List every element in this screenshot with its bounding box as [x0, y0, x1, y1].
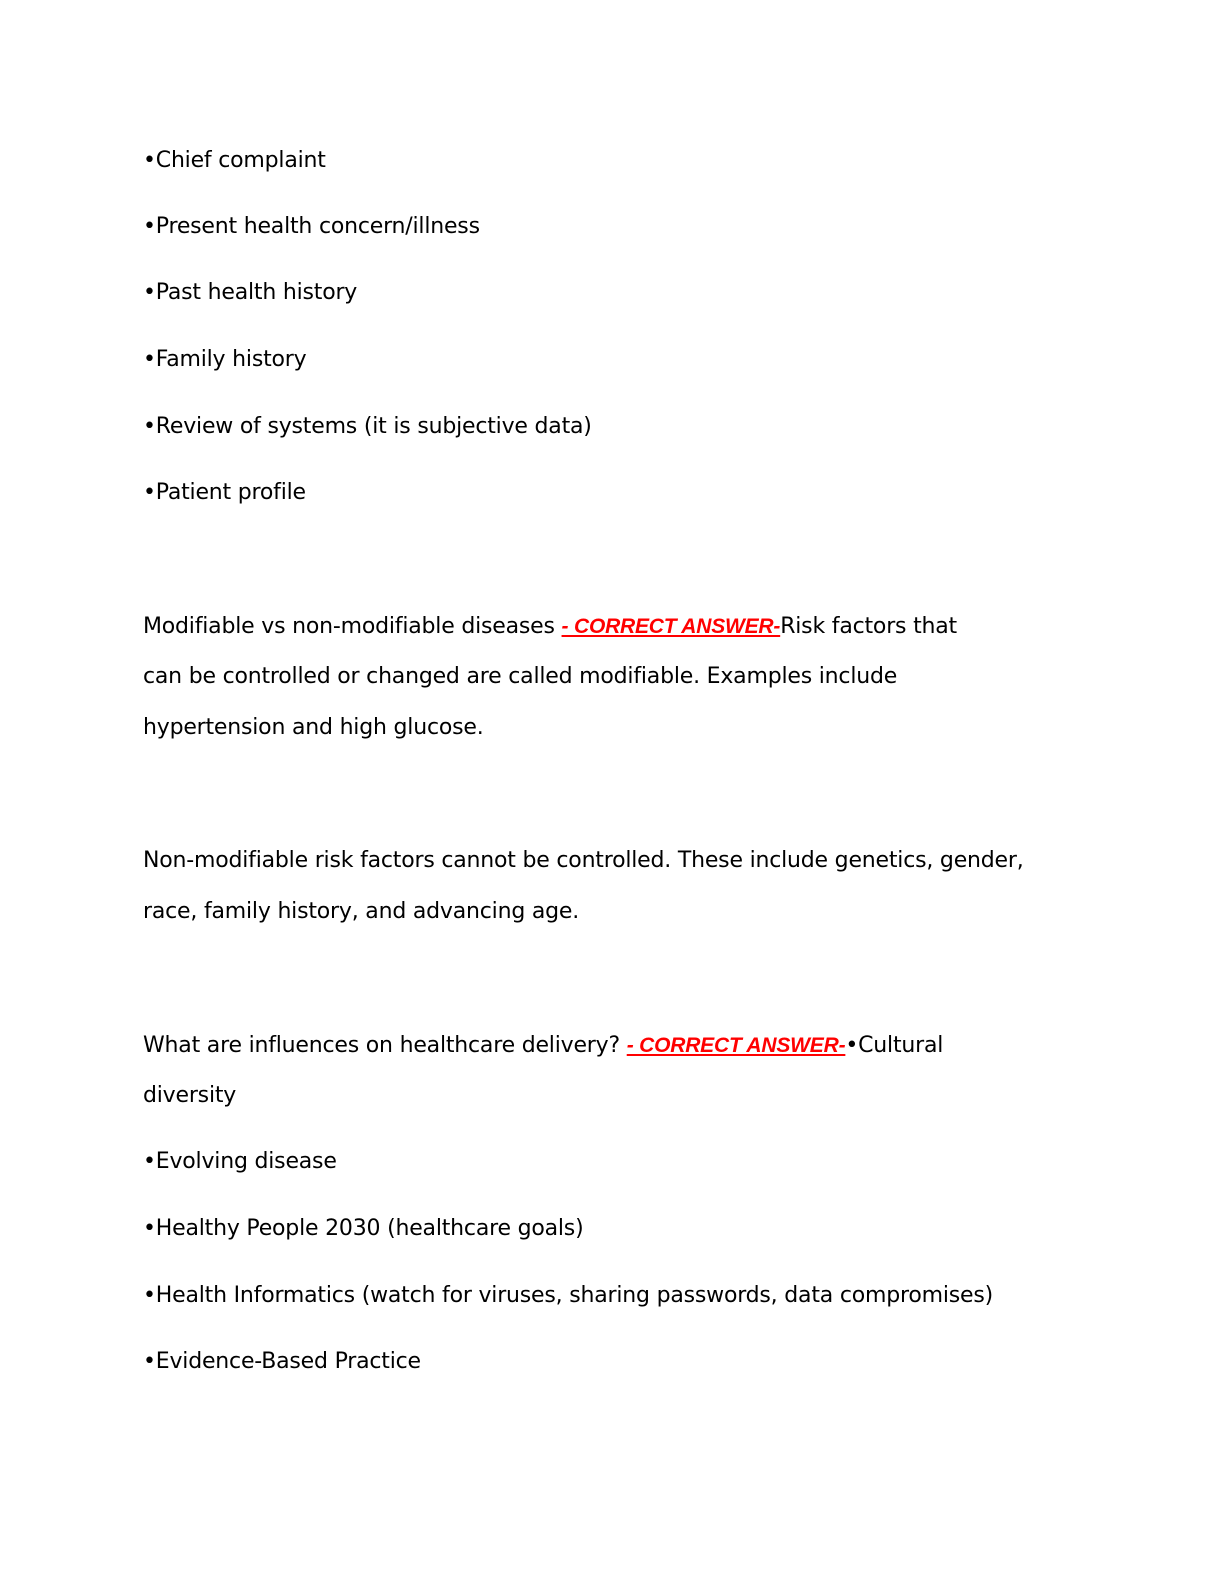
question-line — [143, 1033, 1083, 1059]
paragraph-line: race, family history, and advancing age. — [143, 899, 580, 924]
question-text: Modifiable vs non-modifiable diseases — [143, 614, 562, 639]
list-item: •Evidence-Based Practice — [143, 1349, 421, 1374]
list-item: •Past health history — [143, 280, 358, 305]
list-item: •Evolving disease — [143, 1149, 337, 1174]
answer-line: diversity — [143, 1083, 237, 1108]
list-item: •Chief complaint — [143, 148, 326, 173]
list-item: •Present health concern/illness — [143, 214, 480, 239]
correct-answer-marker: - CORRECT ANSWER- — [626, 1034, 846, 1057]
list-item: •Patient profile — [143, 480, 306, 505]
paragraph-line: Non-modifiable risk factors cannot be controlled. These include genetics, gender, — [143, 848, 1024, 873]
list-item: •Healthy People 2030 (healthcare goals) — [143, 1216, 584, 1241]
answer-text: Risk factors that — [780, 614, 957, 639]
answer-line: can be controlled or changed are called modifiable. Examples include — [143, 664, 898, 689]
question-text: What are influences on healthcare delivery? — [143, 1033, 627, 1058]
list-item: •Family history — [143, 347, 307, 372]
correct-answer-marker: - CORRECT ANSWER- — [561, 615, 781, 638]
list-item: •Review of systems (it is subjective data) — [143, 414, 592, 439]
answer-line: hypertension and high glucose. — [143, 715, 484, 740]
question-line — [143, 614, 1083, 640]
answer-text: •Cultural — [845, 1033, 944, 1058]
list-item: •Health Informatics (watch for viruses, sharing passwords, data compromises) — [143, 1283, 993, 1308]
